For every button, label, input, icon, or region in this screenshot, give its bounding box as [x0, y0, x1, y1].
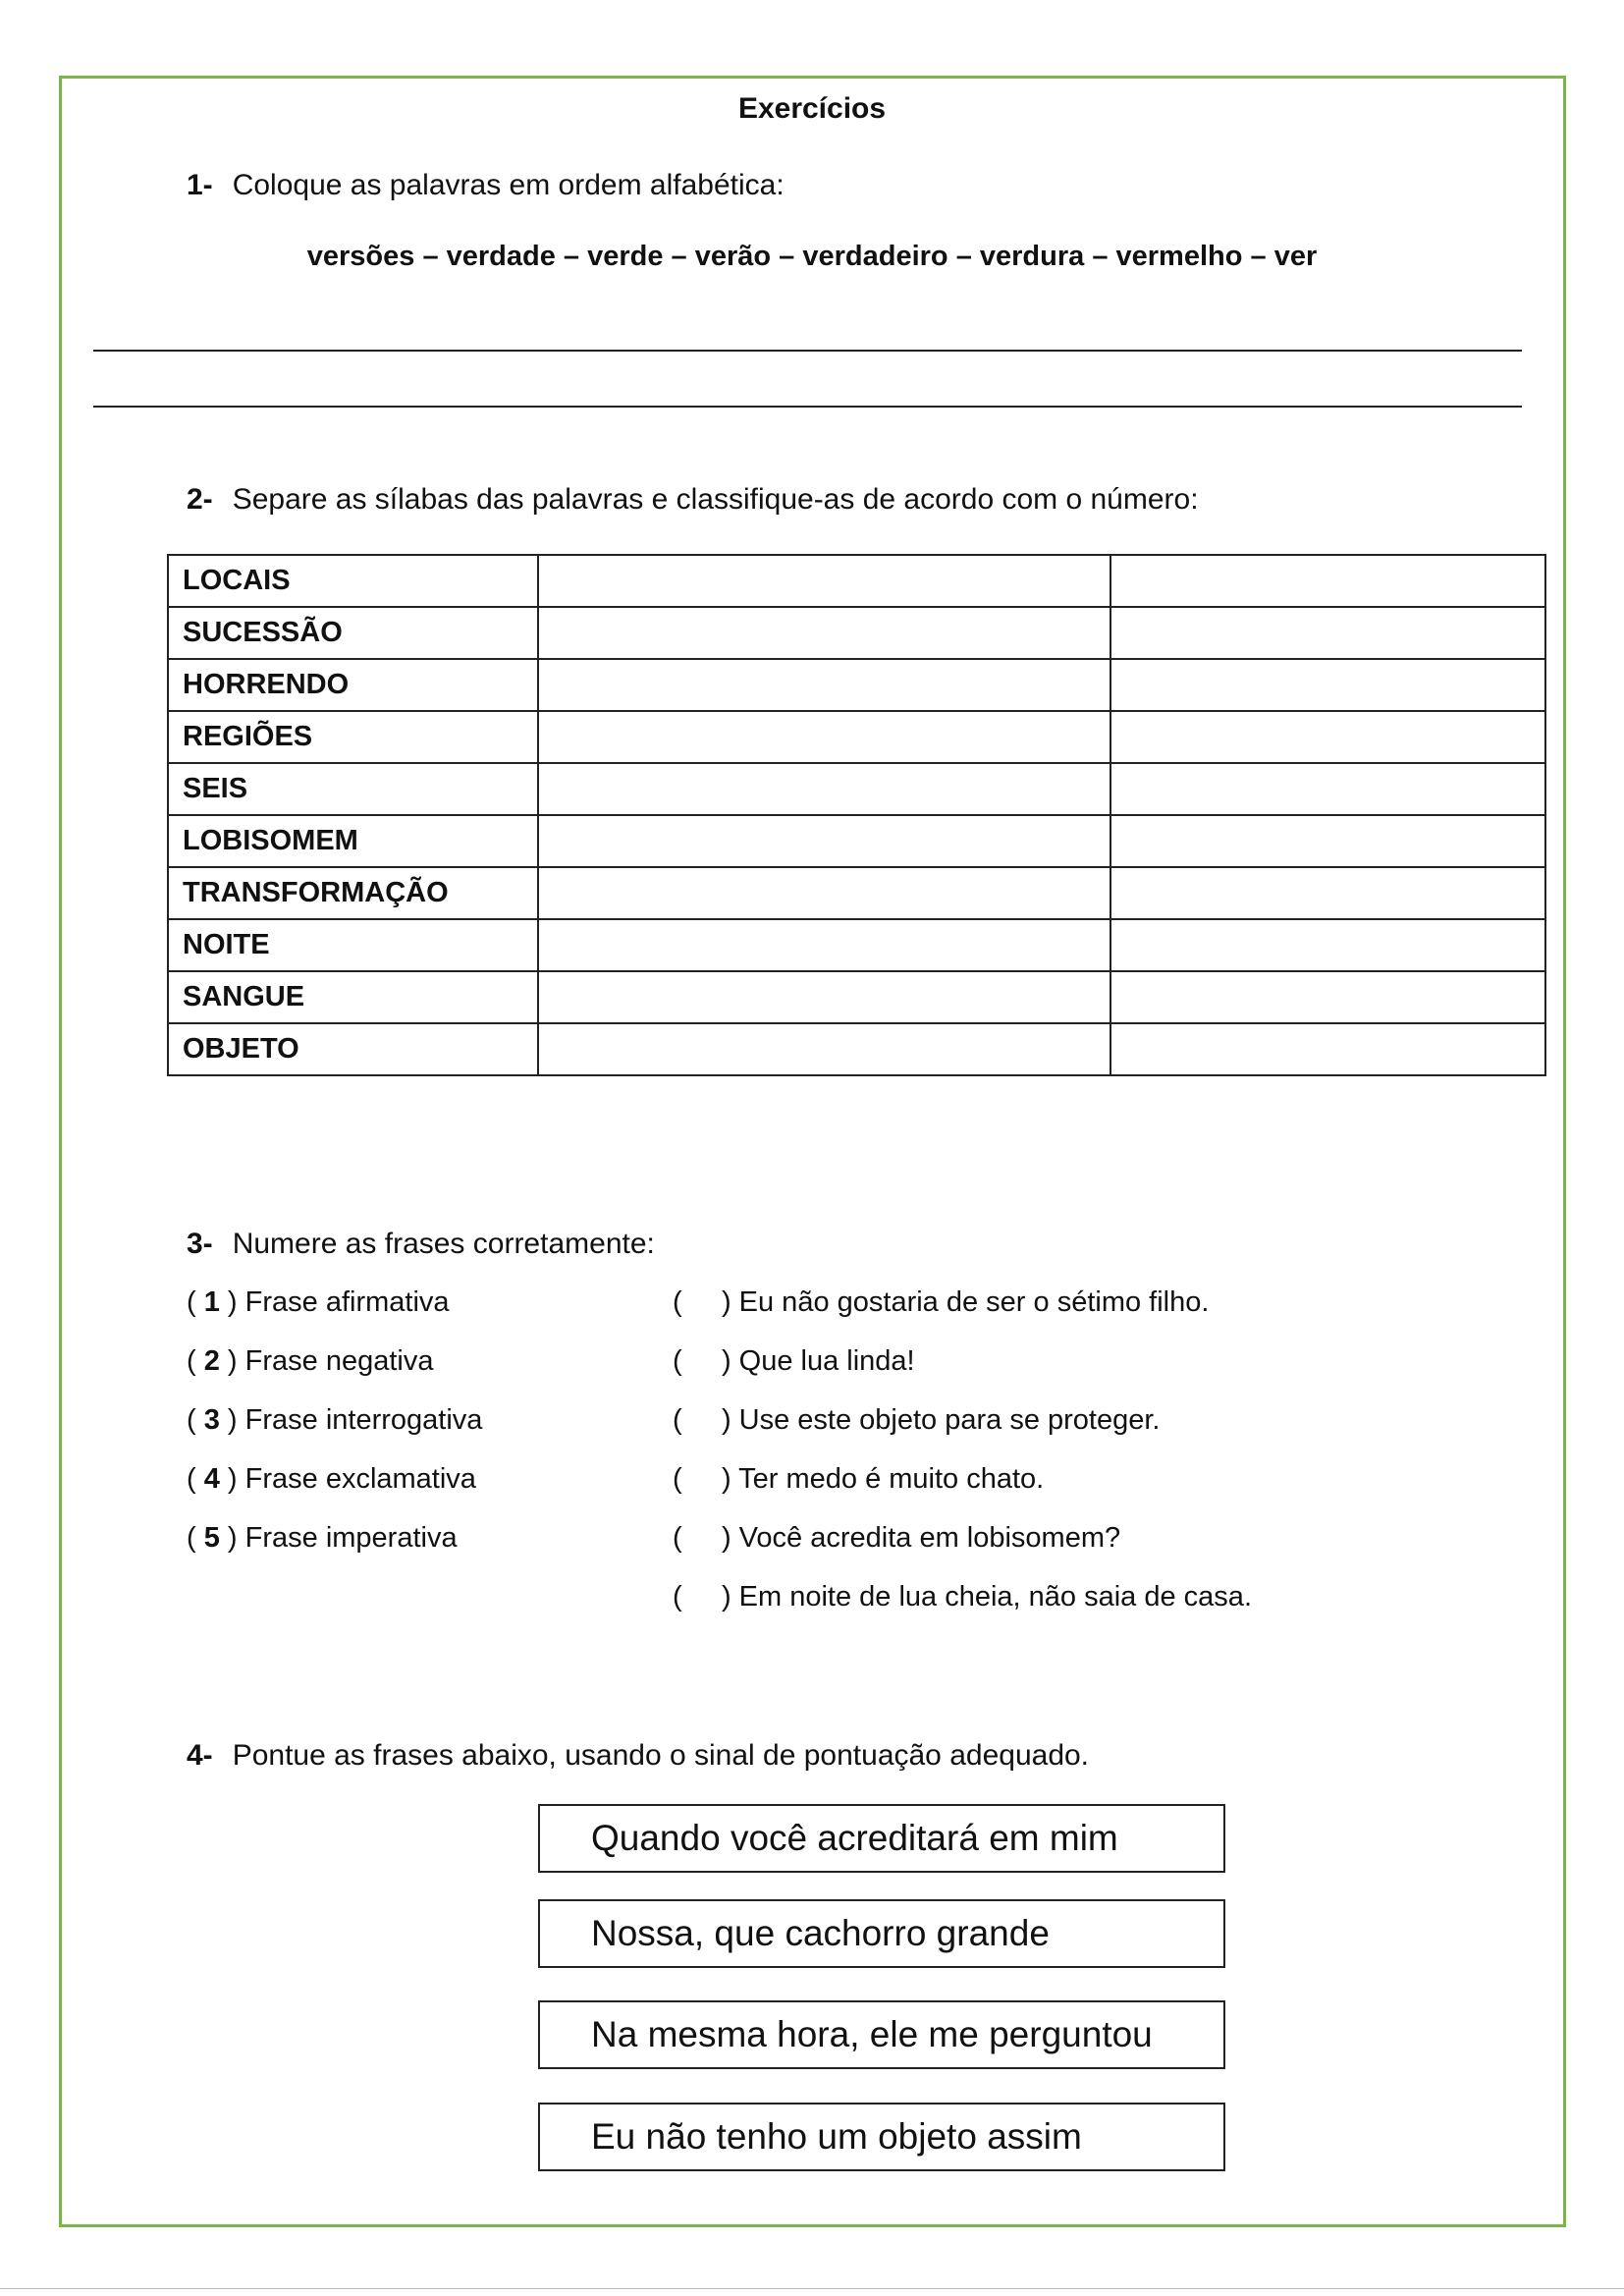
word-cell: SANGUE: [168, 971, 538, 1023]
word-cell: TRANSFORMAÇÃO: [168, 867, 538, 919]
sentence-item[interactable]: ( ) Use este objeto para se proteger.: [673, 1404, 1161, 1436]
classification-answer-cell[interactable]: [1110, 659, 1545, 711]
answer-line-1[interactable]: [93, 350, 1522, 352]
sentence-type-number: 2: [203, 1345, 220, 1377]
question-3-number: 3-: [187, 1228, 213, 1260]
classification-answer-cell[interactable]: [1110, 919, 1545, 971]
sentence-type-item: ( 5 ) Frase imperativa: [187, 1522, 458, 1554]
syllable-table-row: [168, 815, 1545, 867]
word-cell: OBJETO: [168, 1023, 538, 1075]
word-cell: LOBISOMEM: [168, 815, 538, 867]
sentence-item[interactable]: ( ) Eu não gostaria de ser o sétimo filho.: [673, 1286, 1210, 1318]
word-cell: NOITE: [168, 919, 538, 971]
classification-answer-cell[interactable]: [1110, 815, 1545, 867]
syllable-table: [167, 554, 1546, 1076]
question-3: [187, 1228, 655, 1261]
sentence-item[interactable]: ( ) Ter medo é muito chato.: [673, 1463, 1045, 1495]
sentence-item[interactable]: ( ) Em noite de lua cheia, não saia de casa.: [673, 1581, 1252, 1613]
syllable-table-row: [168, 607, 1545, 659]
sentence-type-label: Frase imperativa: [244, 1522, 458, 1554]
syllable-table-row: [168, 919, 1545, 971]
classification-answer-cell[interactable]: [1110, 971, 1545, 1023]
sentence-type-label: Frase exclamativa: [244, 1463, 476, 1495]
word-cell: SUCESSÃO: [168, 607, 538, 659]
question-2-text: Separe as sílabas das palavras e classifique-as de acordo com o número:: [232, 483, 1199, 516]
word-cell: HORRENDO: [168, 659, 538, 711]
question-2: [187, 483, 1199, 517]
syllables-answer-cell[interactable]: [538, 815, 1110, 867]
syllable-table-row: [168, 867, 1545, 919]
syllables-answer-cell[interactable]: [538, 711, 1110, 763]
punctuation-box[interactable]: Na mesma hora, ele me perguntou: [538, 2000, 1225, 2069]
sentence-item[interactable]: ( ) Que lua linda!: [673, 1345, 915, 1377]
question-1-number: 1-: [187, 169, 213, 201]
syllable-table-row: [168, 1023, 1545, 1075]
question-1: [187, 169, 785, 202]
page-title: Exercícios: [737, 92, 887, 125]
syllables-answer-cell[interactable]: [538, 971, 1110, 1023]
syllables-answer-cell[interactable]: [538, 1023, 1110, 1075]
syllables-answer-cell[interactable]: [538, 555, 1110, 607]
syllables-answer-cell[interactable]: [538, 607, 1110, 659]
punctuation-box[interactable]: Eu não tenho um objeto assim: [538, 2103, 1225, 2171]
sentence-type-number: 1: [203, 1286, 220, 1318]
sentence-type-label: Frase afirmativa: [244, 1286, 450, 1318]
syllable-table-row: [168, 555, 1545, 607]
sentence-type-item: ( 2 ) Frase negativa: [187, 1345, 434, 1377]
word-cell: SEIS: [168, 763, 538, 815]
classification-answer-cell[interactable]: [1110, 711, 1545, 763]
syllables-answer-cell[interactable]: [538, 919, 1110, 971]
syllables-answer-cell[interactable]: [538, 659, 1110, 711]
syllables-answer-cell[interactable]: [538, 763, 1110, 815]
question-4-number: 4-: [187, 1739, 213, 1772]
sentence-type-number: 5: [203, 1522, 220, 1554]
sentence-type-number: 3: [203, 1404, 220, 1436]
question-2-number: 2-: [187, 483, 213, 516]
classification-answer-cell[interactable]: [1110, 867, 1545, 919]
word-cell: LOCAIS: [168, 555, 538, 607]
word-list: versões – verdade – verde – verão – verdadeiro – verdura – vermelho – ver: [306, 241, 1318, 272]
question-4: [187, 1739, 1089, 1773]
sentence-type-number: 4: [203, 1463, 220, 1495]
syllables-answer-cell[interactable]: [538, 867, 1110, 919]
sentence-type-item: ( 1 ) Frase afirmativa: [187, 1286, 450, 1318]
question-1-text: Coloque as palavras em ordem alfabética:: [232, 169, 785, 201]
syllable-table-row: [168, 971, 1545, 1023]
classification-answer-cell[interactable]: [1110, 763, 1545, 815]
classification-answer-cell[interactable]: [1110, 607, 1545, 659]
page-bottom-edge: [0, 2288, 1624, 2289]
sentence-item[interactable]: ( ) Você acredita em lobisomem?: [673, 1522, 1121, 1554]
punctuation-box[interactable]: Quando você acreditará em mim: [538, 1804, 1225, 1873]
answer-line-2[interactable]: [93, 406, 1522, 408]
sentence-type-label: Frase negativa: [244, 1345, 434, 1377]
syllable-table-row: [168, 711, 1545, 763]
syllable-table-row: [168, 659, 1545, 711]
sentence-type-item: ( 4 ) Frase exclamativa: [187, 1463, 476, 1495]
word-cell: REGIÕES: [168, 711, 538, 763]
question-3-text: Numere as frases corretamente:: [232, 1228, 655, 1260]
classification-answer-cell[interactable]: [1110, 1023, 1545, 1075]
sentence-type-label: Frase interrogativa: [244, 1404, 483, 1436]
syllable-table-row: [168, 763, 1545, 815]
question-4-text: Pontue as frases abaixo, usando o sinal de pontuação adequado.: [232, 1739, 1090, 1772]
sentence-type-item: ( 3 ) Frase interrogativa: [187, 1404, 483, 1436]
punctuation-box[interactable]: Nossa, que cachorro grande: [538, 1899, 1225, 1968]
classification-answer-cell[interactable]: [1110, 555, 1545, 607]
